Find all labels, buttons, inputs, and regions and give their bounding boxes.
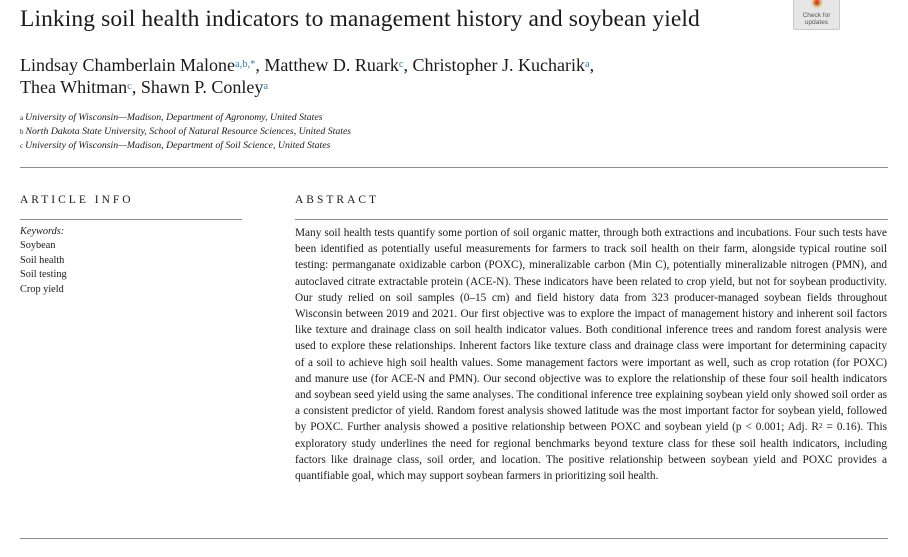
abstract-text: [295, 225, 887, 484]
keyword-item: Soybean: [20, 240, 56, 252]
affiliation-text: University of Wisconsin—Madison, Department of Soil Science, United States: [25, 140, 331, 151]
author-name[interactable]: Matthew D. Ruark: [264, 55, 399, 75]
author-name[interactable]: Shawn P. Conley: [140, 76, 264, 97]
affiliation-mark: c: [20, 142, 24, 150]
keyword-item: Crop yield: [20, 283, 64, 295]
affiliation-list: [20, 111, 351, 153]
affiliation-item: [20, 139, 351, 153]
check-for-updates-badge[interactable]: [793, 0, 840, 30]
affiliation-mark: b: [20, 128, 24, 136]
author-separator: ,: [403, 55, 413, 75]
author-separator: ,: [589, 55, 595, 75]
author-marks[interactable]: c: [127, 80, 132, 92]
badge-line-1: Check for: [802, 12, 831, 19]
article-info-divider: [20, 219, 242, 220]
author-separator: ,: [255, 55, 265, 75]
author-name[interactable]: Thea Whitman: [20, 76, 128, 97]
author-marks[interactable]: c: [398, 59, 404, 70]
affiliation-mark: a: [20, 114, 24, 122]
author-marks[interactable]: a: [263, 80, 268, 92]
author-separator: ,: [131, 76, 141, 97]
author-name[interactable]: Lindsay Chamberlain Malone: [20, 55, 235, 75]
abstract-divider: [295, 219, 888, 220]
abstract-heading: ABSTRACT: [295, 194, 380, 206]
crossmark-icon: [809, 0, 825, 11]
keywords-label: Keywords:: [20, 226, 65, 237]
keywords-block: [20, 225, 67, 297]
author-marks[interactable]: a: [585, 59, 590, 70]
badge-line-2: updates: [804, 19, 829, 26]
author-marks[interactable]: a,b,*: [234, 59, 256, 70]
affiliation-text: University of Wisconsin—Madison, Department of Agronomy, United States: [25, 112, 323, 123]
author-name[interactable]: Christopher J. Kucharik: [412, 55, 585, 75]
author-list: [20, 55, 900, 98]
article-info-heading: ARTICLE INFO: [20, 194, 134, 206]
affiliation-text: North Dakota State University, School of Natural Resource Sciences, United States: [25, 126, 352, 137]
article-title: Linking soil health indicators to management history and soybean yield: [20, 6, 700, 32]
abstract-superscript: 2: [818, 421, 823, 431]
header-divider: [20, 167, 888, 168]
affiliation-item: [20, 125, 351, 139]
abstract-text-part-2: = 0.16). This exploratory study underlines the need for regional benchmarks beyond texture class for these soil health indicators, including factors like drainage class, soil order, and location. The positive relationship between soybean yield and POXC provides a quantifiable goal, which may support soybean farmers in prioritizing soil health.: [295, 421, 887, 483]
footer-divider: [20, 538, 888, 539]
keyword-item: Soil testing: [20, 269, 67, 281]
keyword-item: Soil health: [20, 254, 65, 266]
abstract-text-part-1: Many soil health tests quantify some portion of soil organic matter, through both extractions and incubations. Four such tests have been identified as potentially useful measurements for farmers to track soil health on their farm, alongside typical routine soil testing: permanganate oxidizable carbon (POXC), mineralizable carbon (Min C), potentially mineralizable nitrogen (PMN), and autoclaved citrate extractable protein (ACE-N). These indicators have been related to crop yield, but not for soybean productivity. Our study relied on soil samples (0–15 cm) and field history data from 323 producer-managed soybean fields throughout Wisconsin between 2019 and 2021. Our first objective was to explore the impact of management history and inherent soil factors like texture and drainage class on soil health indicator values. Both conditional inference trees and random forest analysis were used to explore these relationships. Inherent factors like texture class and drainage class were important for determining capacity of a soil to achieve high soil health values. Some management factors were important as well, such as crop rotation (for POXC) and manure use (for ACE-N and PMN). Our second objective was to explore the relationship of these four soil health indicators and soybean seed yield using the same analyses. The conditional inference tree explaining soybean yield only showed soil order as a consistent predictor of yield. Random forest analysis showed latitude was the most important factor for soybean yield, followed by POXC. Further analysis showed a positive relationship between POXC and soybean yield (p < 0.001; Adj. R: [295, 227, 887, 434]
affiliation-item: [20, 111, 351, 125]
